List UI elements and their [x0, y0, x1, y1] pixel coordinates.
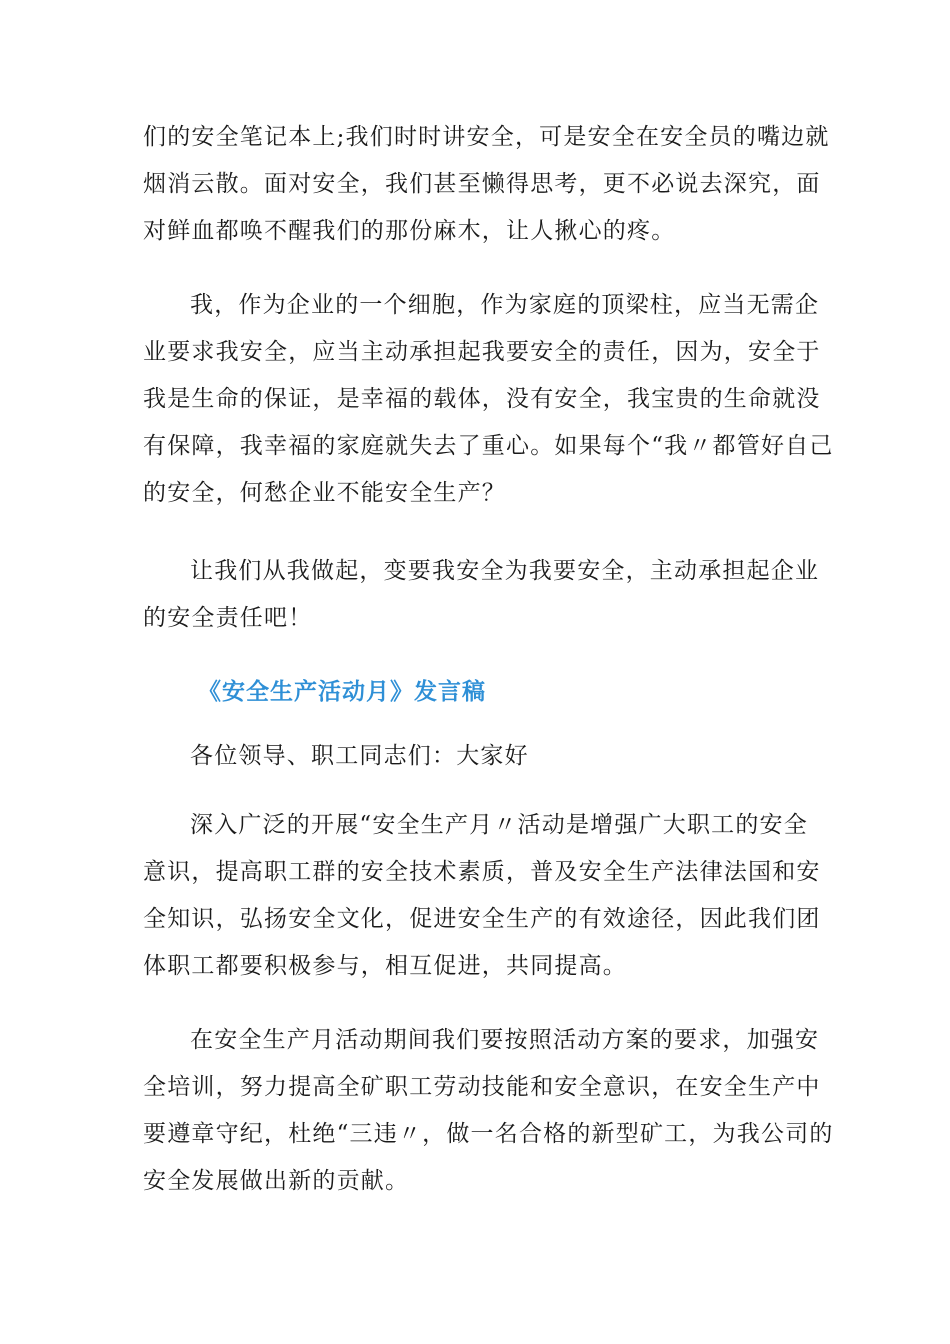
paragraph-2	[143, 282, 834, 517]
paragraph-line: 烟消云散。面对安全，我们甚至懒得思考，更不必说去深究，面	[143, 171, 821, 197]
paragraph-line: 意识，提高职工群的安全技术素质，普及安全生产法律法国和安	[143, 859, 821, 885]
paragraph-4	[143, 802, 821, 990]
paragraph-line: 业要求我安全，应当主动承担起我要安全的责任，因为，安全于	[143, 339, 821, 365]
paragraph-line: 对鲜血都唤不醒我们的那份麻木，让人揪心的疼。	[143, 218, 676, 244]
paragraph-3	[143, 548, 820, 642]
paragraph-line: 安全发展做出新的贡献。	[143, 1168, 410, 1194]
paragraph-line: 全知识，弘扬安全文化，促进安全生产的有效途径，因此我们团	[143, 906, 821, 932]
paragraph-line: 深入广泛的开展“安全生产月〃活动是增强广大职工的安全	[190, 812, 808, 838]
paragraph-line: 有保障，我幸福的家庭就失去了重心。如果每个“我〃都管好自己	[143, 433, 834, 459]
speech-title: 《安全生产活动月》发言稿	[198, 678, 486, 705]
paragraph-line: 我，作为企业的一个细胞，作为家庭的顶梁柱，应当无需企	[190, 292, 820, 318]
paragraph-line: 要遵章守纪，杜绝“三违〃，做一名合格的新型矿工，为我公司的	[143, 1121, 834, 1147]
paragraph-line: 让我们从我做起，变要我安全为我要安全，主动承担起企业	[190, 558, 820, 584]
paragraph-line: 们的安全笔记本上;我们时时讲安全，可是安全在安全员的嘴边就	[143, 124, 830, 150]
paragraph-line: 的安全责任吧！	[143, 605, 313, 631]
paragraph-line: 我是生命的保证，是幸福的载体，没有安全，我宝贵的生命就没	[143, 386, 821, 412]
paragraph-line: 的安全，何愁企业不能安全生产？	[143, 480, 506, 506]
paragraph-line: 全培训，努力提高全矿职工劳动技能和安全意识，在安全生产中	[143, 1074, 821, 1100]
paragraph-1	[143, 114, 830, 255]
paragraph-line: 在安全生产月活动期间我们要按照活动方案的要求，加强安	[190, 1027, 820, 1053]
paragraph-5	[143, 1017, 834, 1205]
greeting: 各位领导、职工同志们：大家好	[190, 743, 529, 769]
paragraph-line: 体职工都要积极参与，相互促进，共同提高。	[143, 953, 627, 979]
